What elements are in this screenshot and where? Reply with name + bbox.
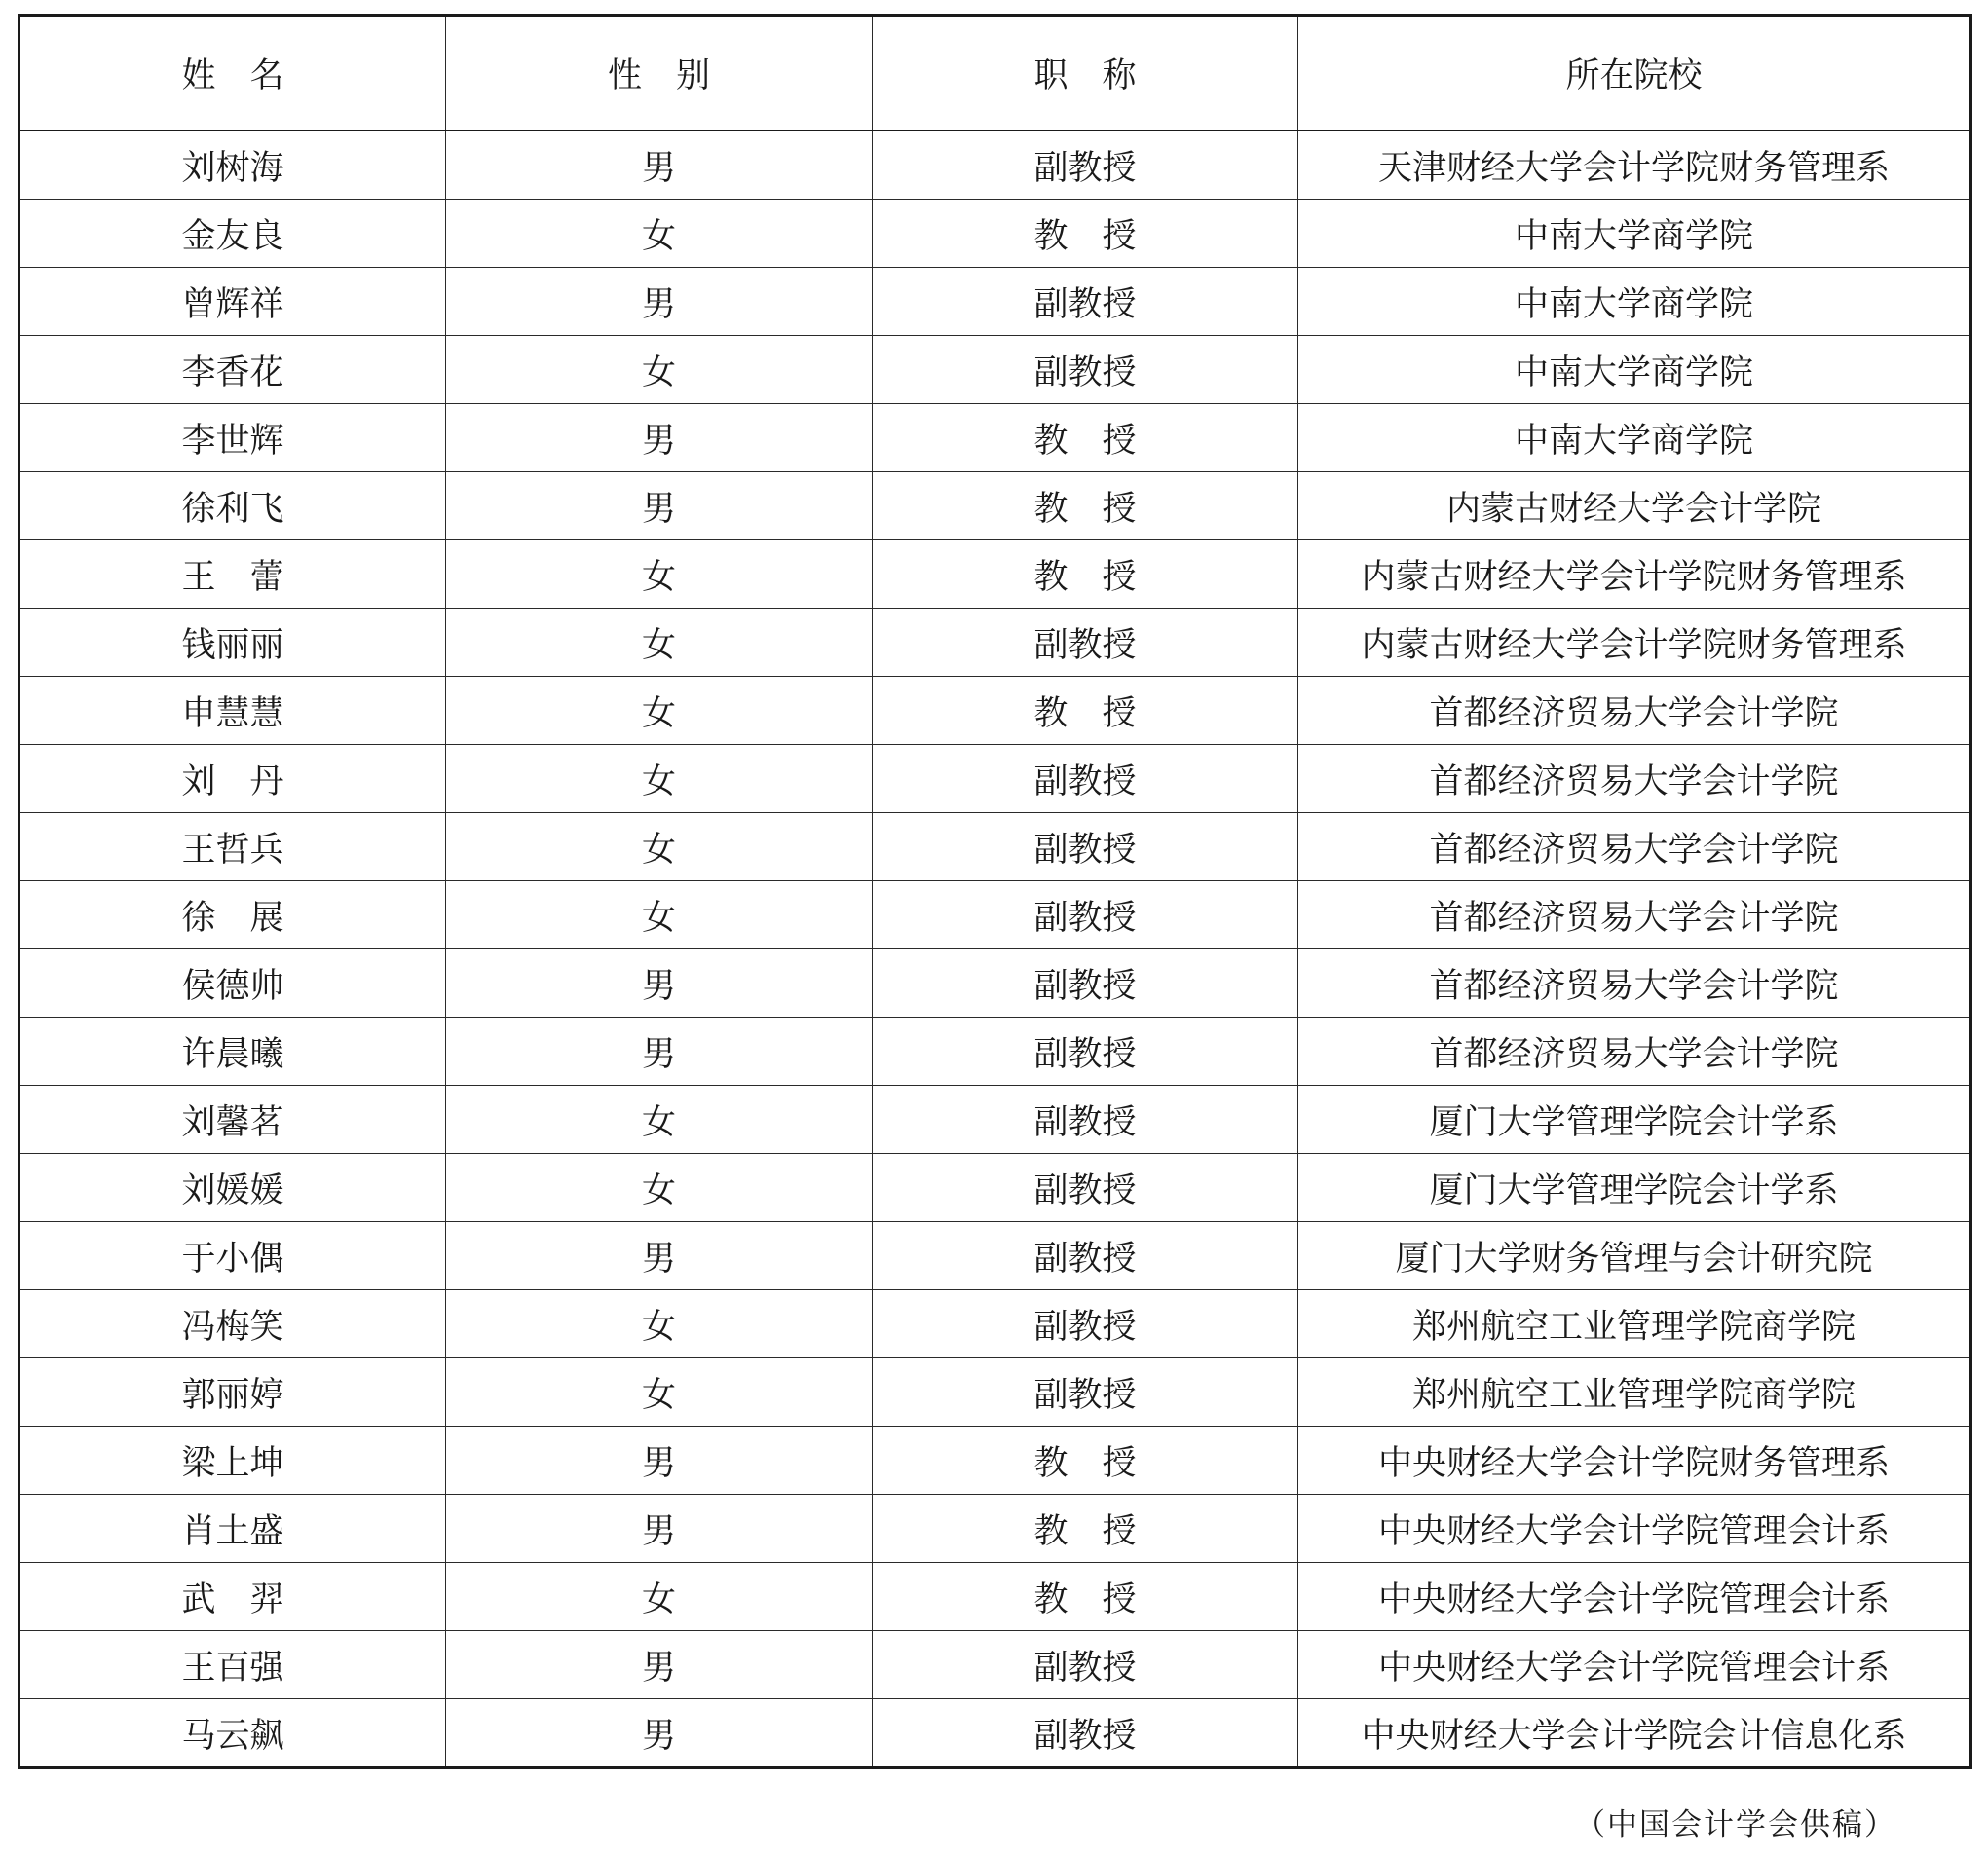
cell-name: 王哲兵 — [19, 813, 446, 881]
cell-school: 首都经济贸易大学会计学院 — [1298, 949, 1971, 1018]
cell-name: 王 蕾 — [19, 540, 446, 609]
cell-gender: 女 — [446, 745, 873, 813]
cell-gender: 女 — [446, 336, 873, 404]
cell-name: 马云飙 — [19, 1699, 446, 1768]
cell-title: 副教授 — [873, 949, 1298, 1018]
header-school: 所在院校 — [1298, 16, 1971, 131]
cell-school: 中南大学商学院 — [1298, 404, 1971, 472]
cell-name: 梁上坤 — [19, 1427, 446, 1495]
cell-gender: 女 — [446, 881, 873, 949]
cell-gender: 女 — [446, 609, 873, 677]
cell-gender: 男 — [446, 1222, 873, 1290]
cell-gender: 男 — [446, 404, 873, 472]
cell-title: 副教授 — [873, 813, 1298, 881]
cell-title: 教 授 — [873, 540, 1298, 609]
cell-title: 教 授 — [873, 1427, 1298, 1495]
cell-name: 刘 丹 — [19, 745, 446, 813]
cell-name: 王百强 — [19, 1631, 446, 1699]
table-row — [19, 677, 1971, 745]
cell-school: 中南大学商学院 — [1298, 336, 1971, 404]
cell-gender: 男 — [446, 1631, 873, 1699]
cell-gender: 男 — [446, 1495, 873, 1563]
cell-name: 曾辉祥 — [19, 268, 446, 336]
cell-gender: 女 — [446, 540, 873, 609]
table-row — [19, 609, 1971, 677]
cell-name: 徐利飞 — [19, 472, 446, 540]
cell-gender: 女 — [446, 813, 873, 881]
cell-name: 许晨曦 — [19, 1018, 446, 1086]
cell-school: 内蒙古财经大学会计学院财务管理系 — [1298, 609, 1971, 677]
cell-gender: 女 — [446, 1358, 873, 1427]
cell-title: 教 授 — [873, 1563, 1298, 1631]
cell-title: 副教授 — [873, 1018, 1298, 1086]
cell-title: 教 授 — [873, 1495, 1298, 1563]
cell-name: 金友良 — [19, 200, 446, 268]
cell-school: 中央财经大学会计学院管理会计系 — [1298, 1563, 1971, 1631]
cell-title: 副教授 — [873, 609, 1298, 677]
table-row — [19, 1495, 1971, 1563]
cell-title: 副教授 — [873, 268, 1298, 336]
cell-title: 副教授 — [873, 1086, 1298, 1154]
table-row — [19, 1631, 1971, 1699]
cell-gender: 女 — [446, 1290, 873, 1358]
cell-title: 教 授 — [873, 404, 1298, 472]
cell-school: 厦门大学管理学院会计学系 — [1298, 1154, 1971, 1222]
table-row — [19, 472, 1971, 540]
cell-title: 副教授 — [873, 1222, 1298, 1290]
table-row — [19, 1154, 1971, 1222]
cell-name: 郭丽婷 — [19, 1358, 446, 1427]
table-row — [19, 1427, 1971, 1495]
table-header — [19, 16, 1971, 131]
cell-school: 首都经济贸易大学会计学院 — [1298, 813, 1971, 881]
cell-gender: 女 — [446, 200, 873, 268]
cell-school: 郑州航空工业管理学院商学院 — [1298, 1290, 1971, 1358]
table-row — [19, 268, 1971, 336]
table-row — [19, 540, 1971, 609]
cell-school: 中央财经大学会计学院管理会计系 — [1298, 1631, 1971, 1699]
table-row — [19, 1222, 1971, 1290]
cell-school: 中央财经大学会计学院管理会计系 — [1298, 1495, 1971, 1563]
table-row — [19, 1699, 1971, 1768]
cell-school: 内蒙古财经大学会计学院 — [1298, 472, 1971, 540]
cell-school: 郑州航空工业管理学院商学院 — [1298, 1358, 1971, 1427]
cell-title: 副教授 — [873, 881, 1298, 949]
table-row — [19, 949, 1971, 1018]
cell-title: 副教授 — [873, 1699, 1298, 1768]
cell-name: 徐 展 — [19, 881, 446, 949]
cell-school: 内蒙古财经大学会计学院财务管理系 — [1298, 540, 1971, 609]
cell-school: 首都经济贸易大学会计学院 — [1298, 881, 1971, 949]
table-row — [19, 200, 1971, 268]
cell-gender: 男 — [446, 949, 873, 1018]
cell-school: 中南大学商学院 — [1298, 200, 1971, 268]
table-row — [19, 404, 1971, 472]
cell-gender: 男 — [446, 1427, 873, 1495]
cell-school: 厦门大学财务管理与会计研究院 — [1298, 1222, 1971, 1290]
cell-title: 副教授 — [873, 1290, 1298, 1358]
cell-name: 钱丽丽 — [19, 609, 446, 677]
cell-school: 首都经济贸易大学会计学院 — [1298, 745, 1971, 813]
table-row — [19, 1563, 1971, 1631]
table-row — [19, 336, 1971, 404]
table-body — [19, 130, 1971, 1768]
cell-name: 于小偶 — [19, 1222, 446, 1290]
table-row — [19, 1290, 1971, 1358]
cell-name: 冯梅笑 — [19, 1290, 446, 1358]
cell-name: 刘媛媛 — [19, 1154, 446, 1222]
cell-gender: 男 — [446, 1699, 873, 1768]
cell-gender: 男 — [446, 268, 873, 336]
cell-school: 中央财经大学会计学院会计信息化系 — [1298, 1699, 1971, 1768]
cell-title: 副教授 — [873, 1631, 1298, 1699]
cell-gender: 男 — [446, 472, 873, 540]
cell-name: 肖土盛 — [19, 1495, 446, 1563]
table-row — [19, 745, 1971, 813]
table-row — [19, 1086, 1971, 1154]
header-title: 职 称 — [873, 16, 1298, 131]
cell-title: 教 授 — [873, 200, 1298, 268]
cell-title: 副教授 — [873, 745, 1298, 813]
faculty-roster-table — [18, 14, 1972, 1769]
header-gender: 性 别 — [446, 16, 873, 131]
cell-title: 教 授 — [873, 677, 1298, 745]
header-row — [19, 16, 1971, 131]
source-note: （中国会计学会供稿） — [1575, 1807, 1896, 1842]
cell-name: 李香花 — [19, 336, 446, 404]
cell-school: 首都经济贸易大学会计学院 — [1298, 1018, 1971, 1086]
cell-name: 刘馨茗 — [19, 1086, 446, 1154]
cell-name: 李世辉 — [19, 404, 446, 472]
cell-title: 副教授 — [873, 336, 1298, 404]
table-row — [19, 881, 1971, 949]
cell-school: 厦门大学管理学院会计学系 — [1298, 1086, 1971, 1154]
table-row — [19, 813, 1971, 881]
cell-gender: 女 — [446, 1086, 873, 1154]
table-row — [19, 1358, 1971, 1427]
table-row — [19, 130, 1971, 200]
cell-title: 副教授 — [873, 1154, 1298, 1222]
cell-name: 武 羿 — [19, 1563, 446, 1631]
cell-gender: 女 — [446, 1154, 873, 1222]
cell-school: 天津财经大学会计学院财务管理系 — [1298, 130, 1971, 200]
cell-school: 中央财经大学会计学院财务管理系 — [1298, 1427, 1971, 1495]
cell-gender: 男 — [446, 1018, 873, 1086]
cell-title: 教 授 — [873, 472, 1298, 540]
table-row — [19, 1018, 1971, 1086]
cell-title: 副教授 — [873, 130, 1298, 200]
cell-gender: 男 — [446, 130, 873, 200]
header-name: 姓 名 — [19, 16, 446, 131]
cell-gender: 女 — [446, 1563, 873, 1631]
cell-name: 申慧慧 — [19, 677, 446, 745]
cell-school: 首都经济贸易大学会计学院 — [1298, 677, 1971, 745]
cell-name: 刘树海 — [19, 130, 446, 200]
cell-name: 侯德帅 — [19, 949, 446, 1018]
cell-title: 副教授 — [873, 1358, 1298, 1427]
cell-gender: 女 — [446, 677, 873, 745]
cell-school: 中南大学商学院 — [1298, 268, 1971, 336]
